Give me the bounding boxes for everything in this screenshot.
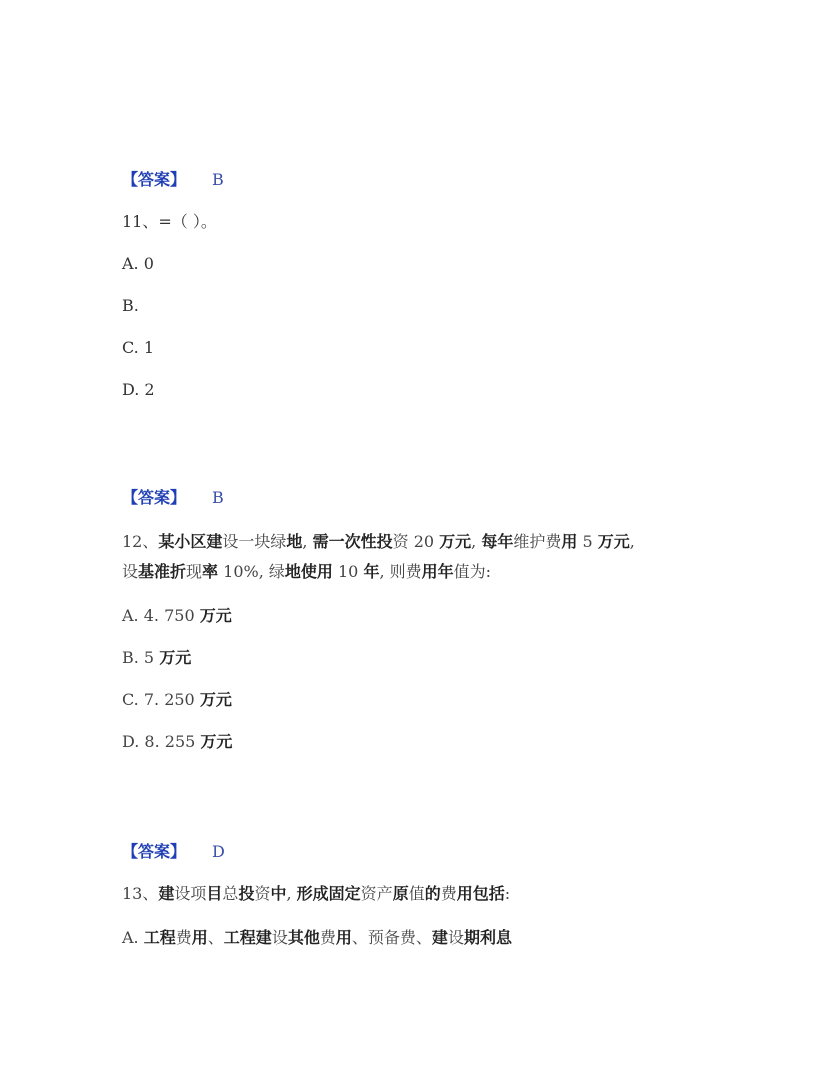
question-13-stem xyxy=(122,884,510,904)
text-run: 现 xyxy=(186,562,203,581)
question-12-option-a xyxy=(122,606,232,626)
text-run: 某小区建 xyxy=(158,532,223,551)
text-run: A. xyxy=(122,928,144,947)
text-run: 费 xyxy=(440,884,457,903)
text-run: 值 xyxy=(408,884,425,903)
text-run: 地使用 xyxy=(284,562,333,581)
option-unit: 万元 xyxy=(199,606,232,625)
text-run: 工程 xyxy=(143,928,176,947)
text-run: 形成固定 xyxy=(296,884,361,903)
text-run: 设 xyxy=(271,928,288,947)
question-11-option-a: A. 0 xyxy=(122,254,154,273)
text-run: 资 xyxy=(254,884,271,903)
text-run: , xyxy=(629,532,635,551)
question-12-stem-line-1 xyxy=(122,532,635,552)
option-text: C. 7. 250 xyxy=(122,690,200,709)
text-run: 预备费 xyxy=(367,928,416,947)
text-run: 费 xyxy=(175,928,192,947)
text-run: 资产 xyxy=(360,884,393,903)
option-unit: 万元 xyxy=(159,648,192,667)
text-run: 值为: xyxy=(453,562,492,581)
option-text: A. 4. 750 xyxy=(122,606,200,625)
text-run: 万元 xyxy=(597,532,630,551)
option-text: B. 5 xyxy=(122,648,160,667)
text-run: 建 xyxy=(431,928,448,947)
text-run: 用 xyxy=(191,928,208,947)
text-run: 用 xyxy=(335,928,352,947)
text-run: 设 xyxy=(122,562,139,581)
text-run: 、 xyxy=(415,928,432,947)
question-12-option-c xyxy=(122,690,232,710)
option-unit: 万元 xyxy=(199,690,232,709)
text-run: 10 xyxy=(332,562,364,581)
text-run: 每年 xyxy=(481,532,514,551)
text-run: 、 xyxy=(351,928,368,947)
option-unit: 万元 xyxy=(200,732,233,751)
text-run: 用年 xyxy=(421,562,454,581)
text-run: : xyxy=(504,884,511,903)
text-run: 期利息 xyxy=(463,928,512,947)
text-run: 设 xyxy=(447,928,464,947)
answer-label: 【答案】 xyxy=(122,170,187,189)
question-11-option-c: C. 1 xyxy=(122,338,155,357)
text-run: 需一次性投 xyxy=(312,532,393,551)
text-run: 目 xyxy=(206,884,223,903)
question-12-option-d xyxy=(122,732,232,752)
text-run: 12、 xyxy=(122,532,159,551)
answer-line-1 xyxy=(122,170,224,190)
text-run: , 则费 xyxy=(379,562,422,581)
text-run: , xyxy=(471,532,482,551)
text-run: 工程建 xyxy=(223,928,272,947)
question-11-stem: 11、=（ ）。 xyxy=(122,212,217,231)
text-run: , xyxy=(302,532,313,551)
question-13-option-a xyxy=(122,928,512,948)
option-text: D. 8. 255 xyxy=(122,732,201,751)
text-run: 5 xyxy=(577,532,598,551)
question-12-option-b xyxy=(122,648,191,668)
text-run: 投 xyxy=(238,884,255,903)
question-12-stem-line-2 xyxy=(122,562,491,582)
text-run: 年 xyxy=(363,562,380,581)
text-run: 建 xyxy=(158,884,175,903)
text-run: 维护费 xyxy=(513,532,562,551)
text-run: 10%, 绿 xyxy=(218,562,285,581)
text-run: 用 xyxy=(561,532,578,551)
answer-line-3 xyxy=(122,842,225,862)
answer-label: 【答案】 xyxy=(122,488,187,507)
answer-value: B xyxy=(212,170,224,189)
text-run: 费 xyxy=(319,928,336,947)
question-11-option-d: D. 2 xyxy=(122,380,155,399)
text-run: 设一块绿 xyxy=(222,532,287,551)
text-run: 用包括 xyxy=(456,884,505,903)
text-run: 的 xyxy=(424,884,441,903)
text-run: 万元 xyxy=(439,532,472,551)
text-run: 地 xyxy=(286,532,303,551)
answer-label: 【答案】 xyxy=(122,842,187,861)
text-run: 基准折 xyxy=(138,562,187,581)
text-run: 资 20 xyxy=(392,532,440,551)
text-run: 中 xyxy=(270,884,287,903)
answer-line-2 xyxy=(122,488,224,508)
answer-value: D xyxy=(212,842,225,861)
text-run: 总 xyxy=(222,884,239,903)
text-run: 、 xyxy=(207,928,224,947)
text-run: 率 xyxy=(202,562,219,581)
text-run: 其他 xyxy=(287,928,320,947)
text-run: 设项 xyxy=(174,884,207,903)
text-run: 13、 xyxy=(122,884,159,903)
question-11-option-b: B. xyxy=(122,296,139,315)
answer-value: B xyxy=(212,488,224,507)
text-run: 原 xyxy=(392,884,409,903)
text-run: , xyxy=(286,884,297,903)
